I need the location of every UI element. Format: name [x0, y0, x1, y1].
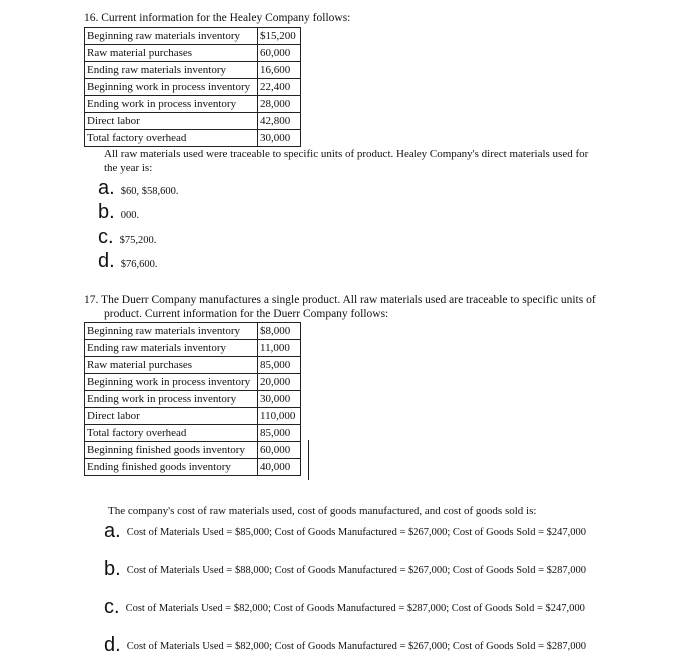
row-label: Beginning finished goods inventory [85, 442, 258, 459]
table-row [85, 130, 301, 147]
row-label: Direct labor [85, 408, 258, 425]
q16-header: 16. Current information for the Healey Company follows: [84, 12, 351, 24]
row-label: Raw material purchases [85, 357, 258, 374]
option-letter: a. [98, 177, 115, 199]
row-value: 85,000 [258, 425, 301, 442]
row-value: 60,000 [258, 442, 301, 459]
table-row [85, 442, 301, 459]
row-value: 42,800 [258, 113, 301, 130]
row-label: Ending work in process inventory [85, 391, 258, 408]
option-letter: b. [98, 201, 115, 223]
row-label: Ending raw materials inventory [85, 62, 258, 79]
option-letter: d. [104, 634, 121, 656]
q17-prompt: The company's cost of raw materials used, cost of goods manufactured, and cost of goods sold is: [108, 505, 537, 517]
option-text: 000. [120, 210, 140, 221]
row-value: 30,000 [258, 391, 301, 408]
row-value: 16,600 [258, 62, 301, 79]
option-letter: c. [98, 226, 114, 248]
q17-header [84, 293, 684, 321]
q16-option-d[interactable] [98, 251, 157, 272]
row-value: 11,000 [258, 340, 301, 357]
option-text: $76,600. [120, 259, 158, 270]
q16-note-line1: All raw materials used were traceable to specific units of product. Healey Company's direct materials used for [104, 148, 589, 160]
row-value: 40,000 [258, 459, 301, 476]
q16-option-c[interactable] [98, 227, 156, 248]
table-row [85, 45, 301, 62]
row-value: 20,000 [258, 374, 301, 391]
q17-option-c[interactable] [104, 596, 586, 618]
row-label: Ending raw materials inventory [85, 340, 258, 357]
q17-header-line2: product. Current information for the Duerr Company follows: [104, 308, 389, 320]
row-label: Total factory overhead [85, 130, 258, 147]
row-value: 110,000 [258, 408, 301, 425]
q17-option-a[interactable] [104, 520, 587, 542]
row-label: Ending finished goods inventory [85, 459, 258, 476]
option-letter: a. [104, 520, 121, 542]
q16-option-a[interactable] [98, 178, 178, 199]
row-label: Beginning raw materials inventory [85, 28, 258, 45]
table-row [85, 357, 301, 374]
q17-info-table [84, 322, 301, 476]
option-text: $75,200. [119, 235, 157, 246]
q16-option-b[interactable] [98, 202, 139, 223]
q17-option-d[interactable] [104, 634, 587, 656]
row-value: $15,200 [258, 28, 301, 45]
row-label: Raw material purchases [85, 45, 258, 62]
row-label: Ending work in process inventory [85, 96, 258, 113]
q16-info-table [84, 27, 301, 147]
table-row [85, 340, 301, 357]
q16-note [104, 147, 588, 175]
row-value: 22,400 [258, 79, 301, 96]
table-edge-line [308, 440, 309, 480]
row-label: Beginning work in process inventory [85, 374, 258, 391]
row-label: Total factory overhead [85, 425, 258, 442]
row-value: 28,000 [258, 96, 301, 113]
table-row [85, 425, 301, 442]
option-letter: d. [98, 250, 115, 272]
option-text: $60, $58,600. [120, 186, 179, 197]
option-text: Cost of Materials Used = $82,000; Cost of Goods Manufactured = $287,000; Cost of Goods Sold = $247,000 [125, 603, 585, 614]
table-row [85, 79, 301, 96]
table-row [85, 113, 301, 130]
table-row [85, 96, 301, 113]
option-text: Cost of Materials Used = $88,000; Cost of Goods Manufactured = $267,000; Cost of Goods Sold = $287,000 [126, 565, 587, 576]
row-value: 60,000 [258, 45, 301, 62]
row-label: Direct labor [85, 113, 258, 130]
q17-header-line1: 17. The Duerr Company manufactures a single product. All raw materials used are traceable to specific units of [84, 294, 596, 306]
option-text: Cost of Materials Used = $82,000; Cost of Goods Manufactured = $267,000; Cost of Goods Sold = $287,000 [126, 641, 587, 652]
row-label: Beginning work in process inventory [85, 79, 258, 96]
row-value: 30,000 [258, 130, 301, 147]
option-letter: b. [104, 558, 121, 580]
table-row [85, 459, 301, 476]
table-row [85, 323, 301, 340]
table-row [85, 28, 301, 45]
table-row [85, 408, 301, 425]
row-value: $8,000 [258, 323, 301, 340]
row-value: 85,000 [258, 357, 301, 374]
table-row [85, 391, 301, 408]
row-label: Beginning raw materials inventory [85, 323, 258, 340]
table-row [85, 62, 301, 79]
option-letter: c. [104, 596, 120, 618]
table-row [85, 374, 301, 391]
q17-option-b[interactable] [104, 558, 587, 580]
option-text: Cost of Materials Used = $85,000; Cost of Goods Manufactured = $267,000; Cost of Goods Sold = $247,000 [126, 527, 587, 538]
q16-note-line2: the year is: [104, 162, 153, 174]
